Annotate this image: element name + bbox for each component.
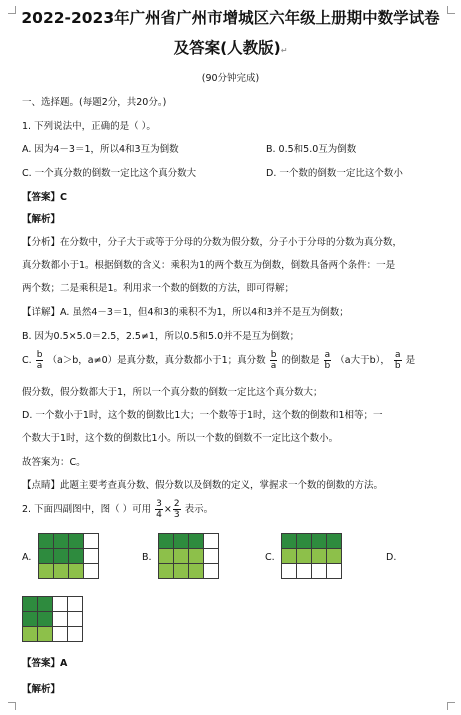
grid-cell — [54, 549, 69, 564]
corner-mark — [8, 702, 16, 710]
grid-cell — [53, 612, 68, 627]
q2-option-d-grid — [22, 596, 83, 642]
grid-row — [39, 549, 99, 564]
grid-cell — [68, 612, 83, 627]
grid-cell — [69, 534, 84, 549]
grid-cell — [53, 627, 68, 642]
grid-cell — [312, 549, 327, 564]
doc-title-line2: 及答案(人教版)↵ — [173, 39, 288, 57]
q1-answer: 【答案】C — [22, 192, 67, 203]
grid-cell — [54, 534, 69, 549]
grid-cell — [189, 564, 204, 579]
grid-row — [23, 597, 83, 612]
grid-row — [159, 564, 219, 579]
grid-cell — [39, 534, 54, 549]
grid-cell — [204, 549, 219, 564]
grid-cell — [204, 564, 219, 579]
q2-option-c-label: C. — [265, 552, 275, 563]
grid-cell — [282, 564, 297, 579]
q1-option-c: C. 一个真分数的倒数一定比这个真分数大 — [22, 168, 197, 179]
grid-cell — [297, 564, 312, 579]
grid-cell — [189, 534, 204, 549]
q1-fenxi-2: 真分数都小于1。根据倒数的含义：乘积为1的两个数互为倒数，倒数具备两个条件：一是 — [22, 260, 396, 271]
grid-cell — [189, 549, 204, 564]
grid-cell — [297, 549, 312, 564]
time-note: (90分钟完成) — [201, 73, 260, 84]
q1-option-b: B. 0.5和5.0互为倒数 — [266, 144, 357, 155]
grid-cell — [159, 549, 174, 564]
grid-cell — [327, 534, 342, 549]
grid-cell — [39, 549, 54, 564]
q2-option-c-grid — [281, 533, 342, 579]
q1-dianjing: 【点睛】此题主要考查真分数、假分数以及倒数的定义，掌握求一个数的倒数的方法。 — [22, 480, 384, 491]
grid-cell — [282, 549, 297, 564]
q1-option-d: D. 一个数的倒数一定比这个数小 — [266, 168, 403, 179]
grid-row — [159, 549, 219, 564]
q1-fenxi-3: 两个数；二是乘积是1。利用求一个数的倒数的方法，即可得解； — [22, 283, 295, 294]
q1-xiangjie-a: 【详解】A. 虽然4－3＝1，但4和3的乘积不为1，所以4和3并不是互为倒数； — [22, 307, 349, 318]
fraction-a-over-b: $\frac{a}{b}$ — [324, 350, 331, 371]
grid-row — [282, 534, 342, 549]
grid-cell — [38, 597, 53, 612]
fraction-a-over-b: $\frac{a}{b}$ — [394, 350, 401, 371]
grid-row — [282, 564, 342, 579]
grid-cell — [23, 627, 38, 642]
grid-cell — [327, 564, 342, 579]
grid-cell — [159, 564, 174, 579]
q2-option-a-grid — [38, 533, 99, 579]
fraction-b-over-a: $\frac{b}{a}$ — [270, 350, 277, 371]
grid-cell — [312, 534, 327, 549]
grid-cell — [69, 564, 84, 579]
q1-xiangjie-c: C. $\frac{b}{a}$ （a＞b，a≠0）是真分数，真分数都小于1；真分数 $\frac{b}{a}$ 的倒数是 $\frac{a}{b}$ （a大于b）， $\frac{a}{b}$ 是 — [22, 350, 416, 371]
corner-mark — [447, 702, 455, 710]
grid-row — [39, 534, 99, 549]
grid-cell — [54, 564, 69, 579]
grid-cell — [174, 549, 189, 564]
q1-xiangjie-d-2: 个数大于1时，这个数的倒数比1小。所以一个数的倒数不一定比这个数小。 — [22, 433, 339, 444]
q2-option-b-label: B. — [142, 552, 152, 563]
grid-cell — [84, 534, 99, 549]
grid-cell — [282, 534, 297, 549]
grid-cell — [68, 597, 83, 612]
grid-row — [282, 549, 342, 564]
section-heading: 一、选择题。(每题2分，共20分。) — [22, 97, 167, 108]
q2-option-b-grid — [158, 533, 219, 579]
q1-fenxi-1: 【分析】在分数中，分子大于或等于分母的分数为假分数，分子小于分母的分数为真分数， — [22, 237, 403, 248]
q1-xiangjie-d-1: D. 一个数小于1时，这个数的倒数比1大；一个数等于1时，这个数的倒数和1相等；一 — [22, 410, 383, 421]
q1-final-answer: 故答案为：C。 — [22, 457, 86, 468]
doc-title-line1: 2022-2023年广州省广州市增城区六年级上册期中数学试卷 — [21, 9, 440, 27]
q1-xiangjie-c-2: 假分数，假分数都大于1，所以一个真分数的倒数一定比这个真分数大； — [22, 387, 323, 398]
grid-row — [159, 534, 219, 549]
q1-jiexi: 【解析】 — [22, 214, 61, 225]
grid-cell — [204, 534, 219, 549]
grid-row — [39, 564, 99, 579]
q2-answer: 【答案】A — [22, 658, 68, 669]
grid-cell — [68, 627, 83, 642]
fraction-3-4: $\frac{3}{4}$ — [156, 499, 162, 520]
fraction-2-3: $\frac{2}{3}$ — [173, 499, 180, 520]
q1-xiangjie-b: B. 因为0.5×5.0＝2.5，2.5≠1，所以0.5和5.0并不是互为倒数； — [22, 331, 300, 342]
grid-cell — [23, 612, 38, 627]
grid-cell — [174, 534, 189, 549]
q1-stem: 1. 下列说法中，正确的是（ ）。 — [22, 121, 156, 132]
q2-jiexi: 【解析】 — [22, 684, 61, 695]
grid-cell — [327, 549, 342, 564]
grid-row — [23, 612, 83, 627]
q2-stem: 2. 下面四副图中，图（ ）可用 $\frac{3}{4}$ × $\frac{2}{3}$ 表示。 — [22, 499, 214, 520]
grid-cell — [159, 534, 174, 549]
fraction-b-over-a: $\frac{b}{a}$ — [36, 350, 43, 371]
grid-cell — [84, 564, 99, 579]
grid-cell — [38, 612, 53, 627]
q1-option-a: A. 因为4－3＝1，所以4和3互为倒数 — [22, 144, 179, 155]
grid-cell — [84, 549, 99, 564]
grid-cell — [312, 564, 327, 579]
grid-cell — [38, 627, 53, 642]
q2-option-a-label: A. — [22, 552, 32, 563]
grid-cell — [69, 549, 84, 564]
grid-row — [23, 627, 83, 642]
grid-cell — [174, 564, 189, 579]
grid-cell — [23, 597, 38, 612]
grid-cell — [53, 597, 68, 612]
grid-cell — [297, 534, 312, 549]
grid-cell — [39, 564, 54, 579]
q2-option-d-label: D. — [386, 552, 397, 563]
